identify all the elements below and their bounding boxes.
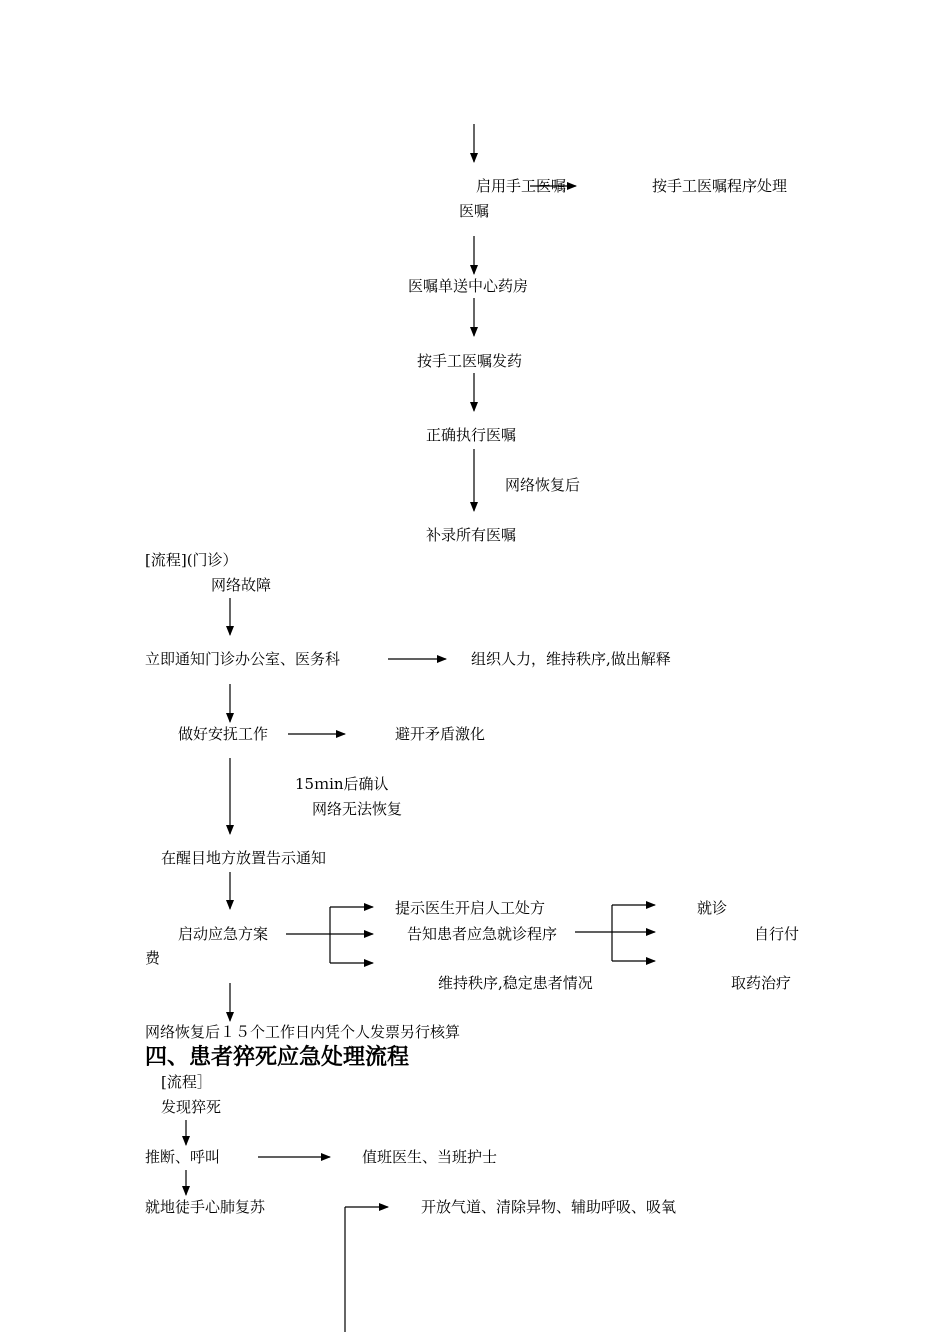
comfort-label: 做好安抚工作 — [178, 725, 269, 743]
network-fault-label: 网络故障 — [211, 576, 272, 594]
confirm-label-line2: 网络无法恢复 — [312, 800, 403, 818]
section4-flow-label: [流程］ — [161, 1073, 212, 1091]
prompt-doctor-label: 提示医生开启人工处方 — [395, 899, 546, 917]
get-medicine-label: 取药治疗 — [731, 974, 792, 992]
shake-call-label: 推断、呼叫 — [145, 1148, 221, 1166]
execute-label: 正确执行医嘱 — [426, 426, 517, 444]
post-notice-label: 在醒目地方放置告示通知 — [161, 849, 327, 867]
inform-patient-label: 告知患者应急就诊程序 — [407, 925, 558, 943]
confirm-label-line1: 15ｍin后确认 — [295, 775, 389, 793]
enable-manual-label: 启用手工医嘱 — [476, 177, 567, 195]
dispense-label: 按手工医嘱发药 — [417, 352, 523, 370]
after-recovery-label: 网络恢复后 — [505, 476, 581, 494]
reimburse-label: 网络恢复后１５个工作日内凭个人发票另行核算 — [145, 1023, 461, 1041]
fee-label: 费 — [145, 949, 161, 967]
outpatient-heading: [流程](门诊） — [145, 551, 238, 569]
avoid-conflict-label: 避开矛盾激化 — [395, 725, 486, 743]
airway-label: 开放气道、清除异物、辅助呼吸、吸氧 — [421, 1198, 677, 1216]
duty-staff-label: 值班医生、当班护士 — [362, 1148, 498, 1166]
manual-process-label: 按手工医嘱程序处理 — [652, 177, 788, 195]
send-pharmacy-label: 医嘱单送中心药房 — [408, 277, 529, 295]
start-plan-label: 启动应急方案 — [178, 925, 269, 943]
visit-label: 就诊 — [697, 899, 728, 917]
cpr-label: 就地徒手心肺复苏 — [145, 1198, 266, 1216]
organize-label: 组织人力，维持秩序,做出解释 — [471, 650, 671, 668]
backfill-label: 补录所有医嘱 — [426, 526, 517, 544]
discover-label: 发现猝死 — [161, 1098, 222, 1116]
section4-title: 四、患者猝死应急处理流程 — [145, 1045, 410, 1070]
notify-label: 立即通知门诊办公室、医务科 — [145, 650, 341, 668]
self-pay-label: 自行付 — [754, 925, 800, 943]
order-label: 医嘱 — [459, 202, 490, 220]
maintain-order-label: 维持秩序,稳定患者情况 — [438, 974, 593, 992]
